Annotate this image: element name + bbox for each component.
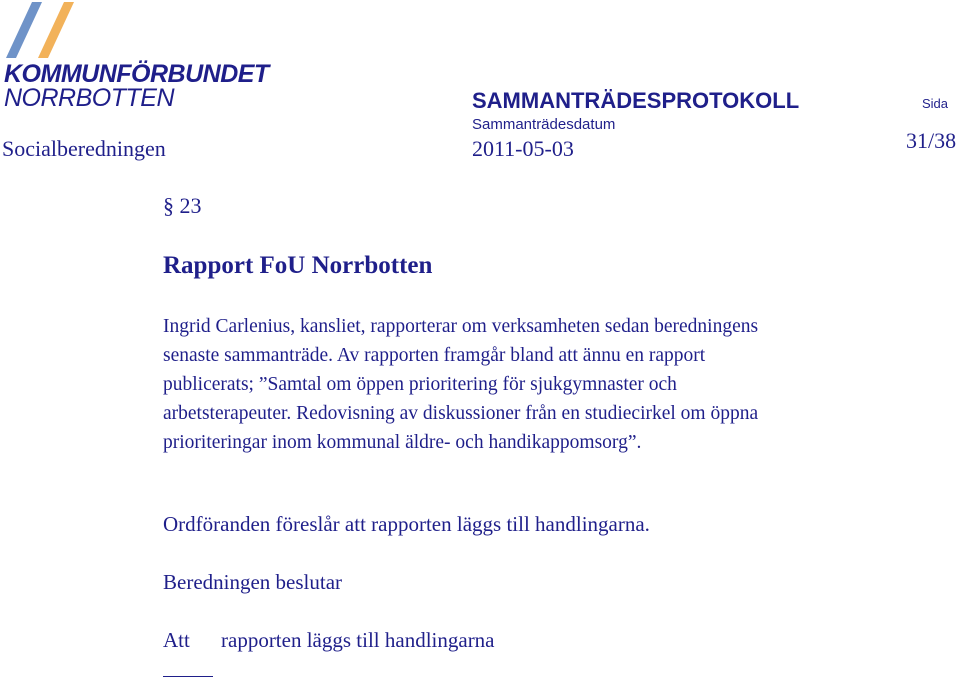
section-heading: Rapport FoU Norrbotten xyxy=(163,252,433,279)
logo-line-1: KOMMUNFÖRBUNDET xyxy=(4,60,269,88)
paragraph-number: § 23 xyxy=(163,193,202,218)
meeting-date-label: Sammanträdesdatum xyxy=(472,116,616,133)
page-label: Sida xyxy=(922,96,949,111)
logo-line-2: NORRBOTTEN xyxy=(4,84,174,112)
body-line: prioriteringar inom kommunal äldre- och handikappomsorg”. xyxy=(163,432,642,453)
decision-text: rapporten läggs till handlingarna xyxy=(221,628,495,652)
body-line: arbetsterapeuter. Redovisning av diskussioner från en studiecirkel om öppna xyxy=(163,403,759,424)
signature-underline xyxy=(163,676,213,677)
protocol-title: SAMMANTRÄDESPROTOKOLL xyxy=(472,88,800,113)
kommunforbundet-logo xyxy=(0,0,270,112)
chair-proposal: Ordföranden föreslår att rapporten läggs till handlingarna. xyxy=(163,512,650,536)
body-line: Ingrid Carlenius, kansliet, rapporterar om verksamheten sedan beredningens xyxy=(163,316,759,337)
body-line: publicerats; ”Samtal om öppen prioritering för sjukgymnaster och xyxy=(163,374,677,395)
page-number: 31/38 xyxy=(906,128,957,153)
body-text xyxy=(163,312,943,457)
committee-name: Socialberedningen xyxy=(2,136,166,161)
decision-heading: Beredningen beslutar xyxy=(163,570,343,594)
body-line: senaste sammanträde. Av rapporten framgår bland att ännu en rapport xyxy=(163,345,706,366)
logo-stripes-icon xyxy=(2,0,92,62)
meeting-date: 2011-05-03 xyxy=(472,136,574,161)
att-label: Att xyxy=(163,628,190,652)
